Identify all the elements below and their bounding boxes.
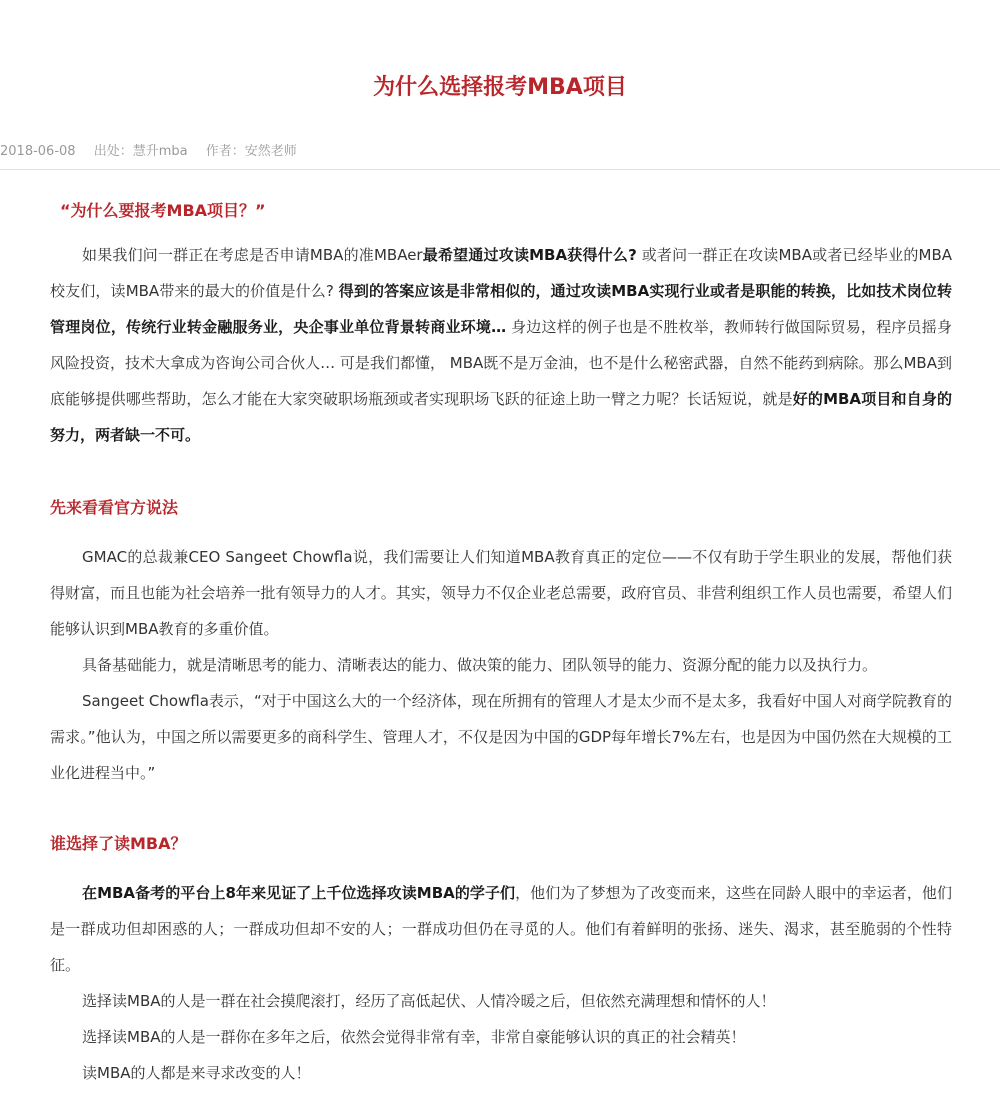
who-heading: 谁选择了读MBA？ <box>50 834 187 853</box>
article-body <box>50 195 952 1091</box>
who-text-1: ，他们为了梦想为了改变而来，这些在同龄人眼中的幸运者，他们是一群成功但却困惑的人；一群成功但却不安的人；一群成功但仍在寻觅的人。他们有着鲜明的张扬、迷失、渴求，甚至脆弱的个性特征。 <box>50 884 952 974</box>
official-paragraph-1: GMAC的总裁兼CEO Sangeet Chowfla说，我们需要让人们知道MBA教育真正的定位——不仅有助于学生职业的发展，帮他们获得财富，而且也能为社会培养一批有领导力的人才。其实，领导力不仅企业老总需要，政府官员、非营利组织工作人员也需要，希望人们能够认识到MBA教育的多重价值。 <box>50 548 952 638</box>
intro-text-2: 或者问一群正在攻读MBA或者已经毕业的MBA校友们，读MBA带来的最大的价值是什么? <box>50 246 953 300</box>
who-paragraph-2: 选择读MBA的人是一群在社会摸爬滚打，经历了高低起伏、人情冷暖之后，但依然充满理想和情怀的人！ <box>82 992 776 1010</box>
intro-paragraph <box>50 237 952 453</box>
article-title: 为什么选择报考MBA项目 <box>373 75 627 100</box>
publish-date: 2018-06-08 <box>0 144 76 159</box>
article-meta <box>0 142 311 162</box>
official-paragraph-2: 具备基础能力，就是清晰思考的能力、清晰表达的能力、做决策的能力、团队领导的能力、资源分配的能力以及执行力。 <box>82 656 878 674</box>
who-bold-1: 在MBA备考的平台上8年来见证了上千位选择攻读MBA的学子们 <box>82 884 516 902</box>
article-source: 出处：慧升mba <box>93 144 188 159</box>
intro-text-1: 如果我们问一群正在考虑是否申请MBA的准MBAer <box>82 246 423 264</box>
intro-heading: “为什么要报考MBA项目？” <box>60 201 266 220</box>
intro-text-3: 身边这样的例子也是不胜枚举，教师转行做国际贸易，程序员摇身风险投资，技术大拿成为咨询公司合伙人… 可是我们都懂， MBA既不是万金油，也不是什么秘密武器，自然不能药到病除。那么MBA到底能够提供哪些帮助，怎么才能在大家突破职场瓶颈或者实现职场飞跃的征途上助一臂之力呢？长话短说，就是 <box>50 318 952 408</box>
official-paragraph-3: Sangeet Chowfla表示，“对于中国这么大的一个经济体，现在所拥有的管理人才是太少而不是太多，我看好中国人对商学院教育的需求。”他认为，中国之所以需要更多的商科学生、管理人才，不仅是因为中国的GDP每年增长7%左右，也是因为中国仍然在大规模的工业化进程当中。” <box>50 692 952 782</box>
header-divider <box>0 169 1000 170</box>
who-paragraph-3: 选择读MBA的人是一群你在多年之后，依然会觉得非常有幸，非常自豪能够认识的真正的社会精英！ <box>82 1028 746 1046</box>
official-heading: 先来看看官方说法 <box>50 498 179 517</box>
intro-bold-3: 好的MBA项目和自身的努力，两者缺一不可。 <box>50 390 952 444</box>
intro-bold-1: 最希望通过攻读MBA获得什么? <box>422 246 637 264</box>
intro-bold-2: 得到的答案应该是非常相似的，通过攻读MBA实现行业或者是职能的转换，比如技术岗位转管理岗位，传统行业转金融服务业，央企事业单位背景转商业环境… <box>50 282 952 336</box>
who-paragraph-4: 读MBA的人都是来寻求改变的人！ <box>82 1064 311 1082</box>
who-paragraph-1 <box>50 875 952 983</box>
article-author: 作者：安然老师 <box>205 144 297 159</box>
